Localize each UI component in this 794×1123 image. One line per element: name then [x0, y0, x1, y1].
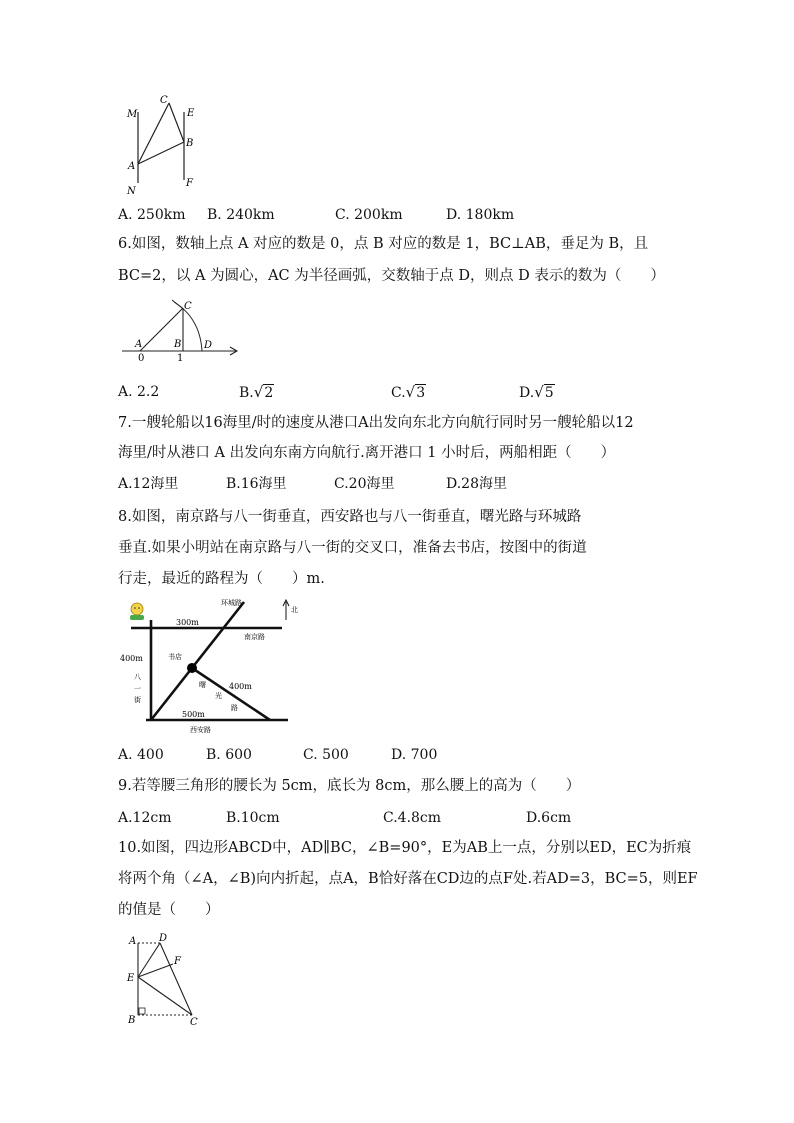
q9-option-a: A.12cm: [118, 810, 172, 826]
q8-line-3: 行走，最近的路程为（ ）m.: [118, 571, 325, 587]
q10-line-3: 的值是（ ）: [118, 902, 220, 918]
q8-line-2: 垂直.如果小明站在南京路与八一街的交叉口，准备去书店，按图中的街道: [118, 540, 587, 556]
distance-300m: 300m: [176, 618, 199, 627]
shuguang-label-3: 路: [231, 704, 238, 712]
q10-line-2: 将两个角（∠A，∠B)向内折起，点A，B恰好落在CD边的点F处.若AD=3，BC=5，则EF: [118, 871, 698, 887]
distance-500m: 500m: [182, 710, 205, 719]
q5-option-a: A. 250km: [118, 207, 186, 223]
q9-option-c: C.4.8cm: [383, 810, 442, 826]
q7-line-1: 7.一艘轮船以16海里/时的速度从港口A出发向东北方向航行同时另一艘轮船以12: [118, 415, 634, 431]
q5-option-d: D. 180km: [446, 207, 515, 223]
distance-400m-right: 400m: [229, 682, 252, 691]
q8-option-a: A. 400: [118, 747, 164, 763]
label-A: A: [128, 161, 136, 172]
person-icon: [130, 603, 144, 620]
nanjing-road-label: 南京路: [244, 633, 265, 641]
q9-line-1: 9.若等腰三角形的腰长为 5cm，底长为 8cm，那么腰上的高为（ ）: [118, 778, 581, 794]
q6-option-b: B.√2: [239, 383, 274, 401]
label-F: F: [186, 178, 193, 189]
tick-1: 1: [177, 353, 184, 364]
q7-option-a: A.12海里: [118, 476, 179, 492]
q8-option-c: C. 500: [303, 747, 349, 763]
label-B: B: [174, 339, 182, 350]
q6-option-d-label: D.: [519, 385, 535, 401]
q6-option-b-radicand: 2: [264, 385, 274, 401]
bayi-label-1: 八: [134, 673, 141, 681]
label-C: C: [160, 95, 168, 106]
bookstore-dot: [187, 663, 197, 673]
q8-option-b: B. 600: [206, 747, 252, 763]
huancheng-road-label: 环城路: [221, 599, 242, 607]
label-D: D: [159, 933, 168, 944]
label-B: B: [186, 138, 194, 149]
q8-line-1: 8.如图，南京路与八一街垂直，西安路也与八一街垂直，曙光路与环城路: [118, 509, 582, 525]
label-A: A: [129, 936, 137, 947]
label-F: F: [174, 956, 181, 967]
q7-option-b: B.16海里: [226, 476, 287, 492]
q6-option-d: D.√5: [519, 383, 554, 401]
label-N: N: [127, 186, 136, 197]
q6-option-b-label: B.: [239, 385, 254, 401]
q10-line-1: 10.如图，四边形ABCD中，AD∥BC，∠B=90°，E为AB上一点，分别以ED，EC为折痕: [118, 840, 692, 856]
q8-option-d: D. 700: [391, 747, 438, 763]
q7-option-d: D.28海里: [446, 476, 507, 492]
q5-figure: [120, 92, 210, 200]
q6-line-1: 6.如图，数轴上点 A 对应的数是 0，点 B 对应的数是 1，BC⊥AB，垂足为 B，且: [118, 236, 649, 252]
label-C: C: [184, 301, 192, 312]
north-label: 北: [291, 606, 298, 614]
q6-option-c-radicand: 3: [416, 385, 426, 401]
bayi-label-2: 一: [134, 685, 141, 693]
q7-option-c: C.20海里: [334, 476, 395, 492]
q9-option-b: B.10cm: [226, 810, 280, 826]
bayi-label-3: 街: [134, 696, 141, 704]
q6-option-c: C.√3: [391, 383, 426, 401]
distance-400m-left: 400m: [120, 654, 143, 663]
label-A: A: [135, 339, 143, 350]
tick-0: 0: [138, 353, 145, 364]
q5-option-b: B. 240km: [207, 207, 275, 223]
shuguang-label-2: 光: [215, 692, 222, 700]
q10-quadrilateral-figure: [122, 931, 212, 1031]
label-E: E: [187, 108, 195, 119]
q8-street-map: [118, 594, 300, 740]
label-M: M: [127, 109, 138, 120]
xian-road-label: 西安路: [190, 726, 211, 734]
label-D: D: [204, 340, 213, 351]
q6-option-d-radicand: 5: [544, 385, 554, 401]
q7-line-2: 海里/时从港口 A 出发向东南方向航行.离开港口 1 小时后，两船相距（ ）: [118, 445, 616, 461]
label-C: C: [190, 1017, 198, 1028]
q6-line-2: BC=2，以 A 为圆心，AC 为半径画弧，交数轴于点 D，则点 D 表示的数为（ ）: [118, 268, 665, 284]
q5-option-c: C. 200km: [335, 207, 403, 223]
q6-number-line-figure: [120, 298, 245, 366]
bookstore-label: 书店: [168, 653, 182, 661]
shuguang-label-1: 曙: [199, 681, 206, 689]
label-B: B: [128, 1015, 136, 1026]
label-E: E: [127, 973, 135, 984]
q9-option-d: D.6cm: [526, 810, 572, 826]
q6-option-a: A. 2.2: [118, 384, 160, 400]
q6-option-c-label: C.: [391, 385, 406, 401]
